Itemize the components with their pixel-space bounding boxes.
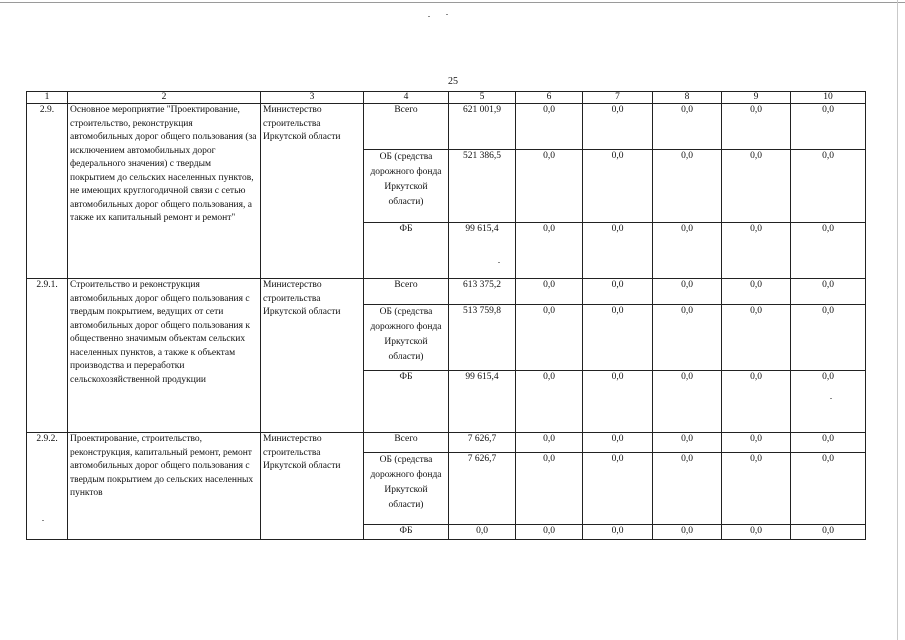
value-cell: 0,0 (722, 433, 791, 453)
value-cell: 0,0 (722, 150, 791, 223)
value-cell: 0,0 (653, 279, 722, 305)
value-cell: 99 615,4 (449, 223, 516, 279)
funding-source: ОБ (средства дорожного фонда Иркутской области) (364, 305, 449, 371)
value-cell: 0,0 (516, 104, 583, 150)
value-cell: 0,0 (791, 223, 866, 279)
value-cell: 0,0 (791, 104, 866, 150)
value-cell: 0,0 (583, 305, 653, 371)
value-cell: 0,0 (653, 104, 722, 150)
value-cell: 0,0 (583, 104, 653, 150)
column-number: 9 (722, 92, 791, 104)
value-cell: 0,0 (722, 305, 791, 371)
value-cell: 0,0 (653, 305, 722, 371)
value-cell: 0,0 (653, 223, 722, 279)
funding-source: ОБ (средства дорожного фонда Иркутской области) (364, 453, 449, 525)
value-cell: 0,0 (583, 525, 653, 540)
item-code: 2.9.1. (27, 279, 68, 433)
funding-source: Всего (364, 433, 449, 453)
value-cell: 7 626,7 (449, 433, 516, 453)
value-cell: 521 386,5 (449, 150, 516, 223)
value-cell: 0,0 (791, 453, 866, 525)
value-cell: 99 615,4 (449, 371, 516, 433)
value-cell: 513 759,8 (449, 305, 516, 371)
column-number: 2 (68, 92, 261, 104)
value-cell: 0,0 (516, 453, 583, 525)
column-number: 7 (583, 92, 653, 104)
scan-speck (498, 262, 500, 263)
value-cell: 0,0 (653, 371, 722, 433)
scan-speck (42, 520, 44, 521)
funding-source: ОБ (средства дорожного фонда Иркутской области) (364, 150, 449, 223)
value-cell: 0,0 (722, 223, 791, 279)
value-cell: 0,0 (722, 371, 791, 433)
funding-source: ФБ (364, 223, 449, 279)
funding-source: Всего (364, 279, 449, 305)
value-cell: 0,0 (653, 150, 722, 223)
value-cell: 0,0 (516, 433, 583, 453)
item-code: 2.9. (27, 104, 68, 279)
table-row (27, 104, 866, 150)
value-cell: 0,0 (791, 305, 866, 371)
value-cell: 0,0 (722, 104, 791, 150)
funding-source: Всего (364, 104, 449, 150)
column-number: 6 (516, 92, 583, 104)
column-number: 3 (261, 92, 364, 104)
value-cell: 0,0 (791, 525, 866, 540)
value-cell: 0,0 (791, 279, 866, 305)
scan-speck (830, 398, 832, 399)
column-number: 5 (449, 92, 516, 104)
value-cell: 0,0 (583, 223, 653, 279)
item-name: Строительство и реконструкция автомобильных дорог общего пользования с твердым покрытием, ведущих от сети автомобильных дорог общего пользования к общественно значимым объектам сельских населенных пунктов, а также к объектам производства и переработки сельскохозяйственной продукции (68, 279, 261, 433)
column-number: 1 (27, 92, 68, 104)
column-number: 8 (653, 92, 722, 104)
value-cell: 0,0 (791, 433, 866, 453)
value-cell: 0,0 (516, 371, 583, 433)
scan-speck (428, 16, 430, 17)
value-cell: 0,0 (516, 525, 583, 540)
value-cell: 7 626,7 (449, 453, 516, 525)
value-cell: 0,0 (653, 525, 722, 540)
scan-speck (446, 14, 448, 15)
value-cell: 0,0 (791, 371, 866, 433)
item-code: 2.9.2. (27, 433, 68, 540)
item-executor: Министерство строительства Иркутской области (261, 104, 364, 279)
funding-source: ФБ (364, 525, 449, 540)
value-cell: 0,0 (653, 453, 722, 525)
value-cell: 0,0 (583, 453, 653, 525)
item-executor: Министерство строительства Иркутской области (261, 279, 364, 433)
value-cell: 0,0 (583, 371, 653, 433)
item-name: Основное мероприятие "Проектирование, строительство, реконструкция автомобильных дорог общего пользования (за исключением автомобильных дорог федерального значения) с твердым покрытием до сельских населенных пунктов, не имеющих круглогодичной связи с сетью автомобильных дорог общего пользования, а также их капитальный ремонт и ремонт" (68, 104, 261, 279)
value-cell: 0,0 (516, 150, 583, 223)
value-cell: 613 375,2 (449, 279, 516, 305)
table-row (27, 433, 866, 453)
column-number: 4 (364, 92, 449, 104)
value-cell: 0,0 (516, 305, 583, 371)
value-cell: 0,0 (583, 150, 653, 223)
scan-right-edge (897, 0, 898, 640)
value-cell: 0,0 (722, 279, 791, 305)
column-number-row (27, 92, 866, 104)
value-cell: 0,0 (722, 525, 791, 540)
value-cell: 0,0 (449, 525, 516, 540)
column-number: 10 (791, 92, 866, 104)
value-cell: 0,0 (722, 453, 791, 525)
item-name: Проектирование, строительство, реконструкция, капитальный ремонт, ремонт автомобильных дорог общего пользования с твердым покрытием до сельских населенных пунктов (68, 433, 261, 540)
value-cell: 0,0 (516, 223, 583, 279)
value-cell: 0,0 (653, 433, 722, 453)
value-cell: 0,0 (583, 433, 653, 453)
budget-table (26, 91, 866, 540)
value-cell: 0,0 (583, 279, 653, 305)
value-cell: 0,0 (516, 279, 583, 305)
value-cell: 621 001,9 (449, 104, 516, 150)
page-number: 25 (448, 76, 458, 87)
funding-source: ФБ (364, 371, 449, 433)
item-executor: Министерство строительства Иркутской области (261, 433, 364, 540)
table-row (27, 279, 866, 305)
value-cell: 0,0 (791, 150, 866, 223)
scan-top-edge (0, 2, 905, 3)
